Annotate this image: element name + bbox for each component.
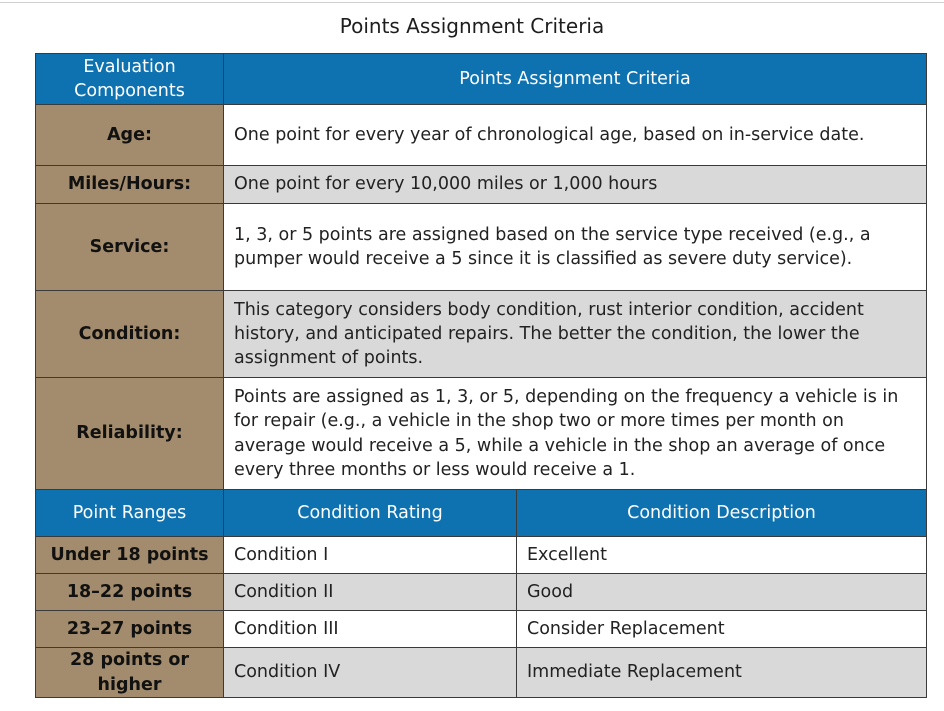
condition-rating-cell: Condition III [224,611,517,648]
table-row-reliability [36,378,927,490]
range-row-4 [36,648,927,698]
condition-description-cell: Immediate Replacement [517,648,927,698]
points-criteria-header: Points Assignment Criteria [224,54,927,105]
evaluation-components-header: Evaluation Components [36,54,224,105]
points-criteria-table [35,53,927,698]
range-label: Under 18 points [36,537,224,574]
row-text-service: 1, 3, or 5 points are assigned based on the service type received (e.g., a pumper would receive a 5 since it is classified as severe duty service). [224,204,927,291]
row-label-service: Service: [36,204,224,291]
row-text-age: One point for every year of chronological age, based on in-service date. [224,105,927,166]
table-row-condition [36,291,927,378]
table-row-age [36,105,927,166]
ranges-header-row [36,490,927,537]
point-ranges-header: Point Ranges [36,490,224,537]
condition-rating-cell: Condition IV [224,648,517,698]
table-row-service [36,204,927,291]
range-label: 28 points or higher [36,648,224,698]
range-label: 23–27 points [36,611,224,648]
condition-rating-cell: Condition II [224,574,517,611]
row-text-miles-hours: One point for every 10,000 miles or 1,000 hours [224,166,927,204]
condition-rating-header: Condition Rating [224,490,517,537]
row-label-condition: Condition: [36,291,224,378]
top-divider [0,2,944,3]
row-label-miles-hours: Miles/Hours: [36,166,224,204]
condition-description-cell: Good [517,574,927,611]
row-text-reliability: Points are assigned as 1, 3, or 5, depending on the frequency a vehicle is in for repair (e.g., a vehicle in the shop two or more times per month on average would receive a 5, while a vehicle in the shop an average of once every three months or less would receive a 1. [224,378,927,490]
row-label-reliability: Reliability: [36,378,224,490]
range-row-1 [36,537,927,574]
condition-description-cell: Consider Replacement [517,611,927,648]
row-label-age: Age: [36,105,224,166]
range-row-3 [36,611,927,648]
range-label: 18–22 points [36,574,224,611]
range-row-2 [36,574,927,611]
condition-rating-cell: Condition I [224,537,517,574]
condition-description-header: Condition Description [517,490,927,537]
page-title: Points Assignment Criteria [339,14,605,38]
table-row-miles-hours [36,166,927,204]
condition-description-cell: Excellent [517,537,927,574]
row-text-condition: This category considers body condition, rust interior condition, accident history, and anticipated repairs. The better the condition, the lower the assignment of points. [224,291,927,378]
evaluation-header-row [36,54,927,105]
